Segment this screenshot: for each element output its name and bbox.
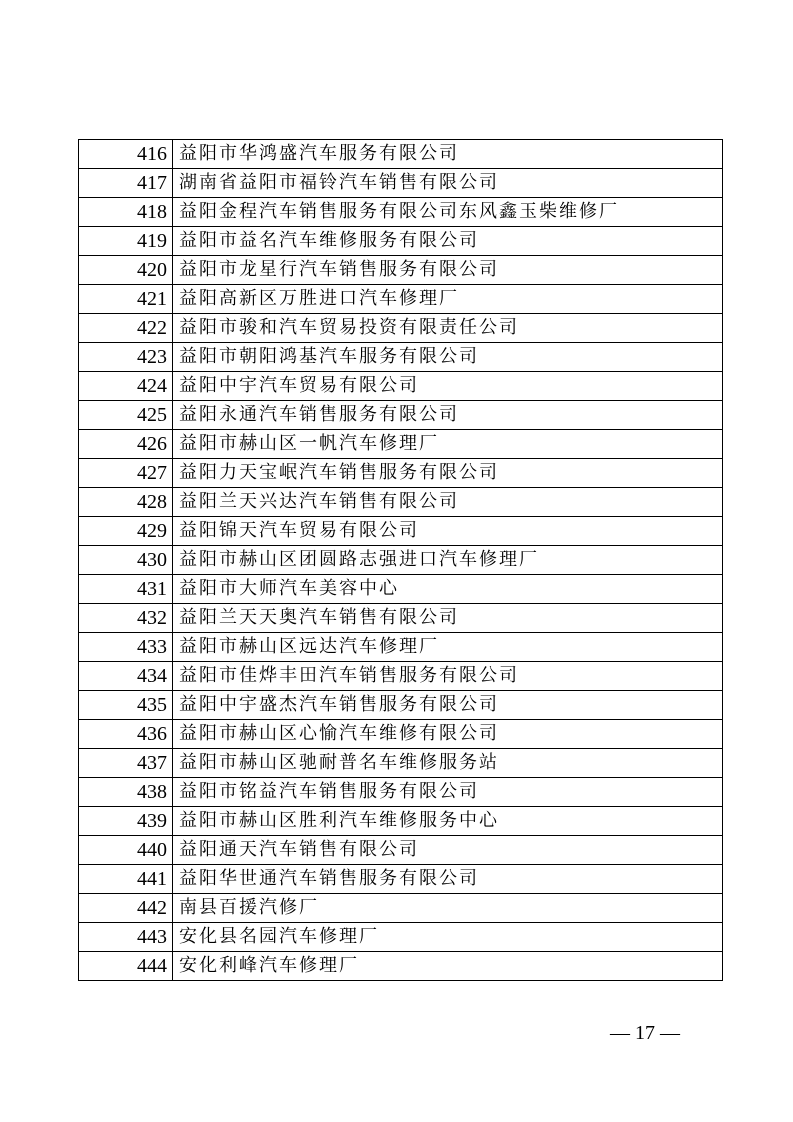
table-body	[79, 140, 723, 981]
row-number: 433	[79, 633, 173, 662]
table-row	[79, 285, 723, 314]
row-number: 428	[79, 488, 173, 517]
company-name: 益阳中宇汽车贸易有限公司	[173, 372, 723, 401]
page-number: — 17 —	[610, 1022, 680, 1044]
company-name: 益阳市赫山区胜利汽车维修服务中心	[173, 807, 723, 836]
table-row	[79, 894, 723, 923]
table-row	[79, 575, 723, 604]
row-number: 425	[79, 401, 173, 430]
row-number: 421	[79, 285, 173, 314]
company-name: 益阳市赫山区团圆路志强进口汽车修理厂	[173, 546, 723, 575]
company-name: 益阳兰天天奥汽车销售有限公司	[173, 604, 723, 633]
row-number: 416	[79, 140, 173, 169]
company-name: 益阳市铭益汽车销售服务有限公司	[173, 778, 723, 807]
row-number: 431	[79, 575, 173, 604]
row-number: 429	[79, 517, 173, 546]
company-name: 益阳中宇盛杰汽车销售服务有限公司	[173, 691, 723, 720]
table-row	[79, 923, 723, 952]
row-number: 430	[79, 546, 173, 575]
company-name: 益阳市龙星行汽车销售服务有限公司	[173, 256, 723, 285]
row-number: 420	[79, 256, 173, 285]
company-name: 益阳市益名汽车维修服务有限公司	[173, 227, 723, 256]
company-name: 益阳市赫山区驰耐普名车维修服务站	[173, 749, 723, 778]
row-number: 417	[79, 169, 173, 198]
table-row	[79, 343, 723, 372]
row-number: 437	[79, 749, 173, 778]
table-row	[79, 546, 723, 575]
company-name: 益阳通天汽车销售有限公司	[173, 836, 723, 865]
table-row	[79, 488, 723, 517]
company-name: 湖南省益阳市福铃汽车销售有限公司	[173, 169, 723, 198]
row-number: 426	[79, 430, 173, 459]
table-row	[79, 633, 723, 662]
company-name: 益阳市赫山区远达汽车修理厂	[173, 633, 723, 662]
table-row	[79, 807, 723, 836]
row-number: 427	[79, 459, 173, 488]
table-row	[79, 952, 723, 981]
company-name: 益阳市赫山区一帆汽车修理厂	[173, 430, 723, 459]
table-row	[79, 517, 723, 546]
row-number: 434	[79, 662, 173, 691]
table-row	[79, 778, 723, 807]
row-number: 435	[79, 691, 173, 720]
row-number: 440	[79, 836, 173, 865]
row-number: 442	[79, 894, 173, 923]
row-number: 432	[79, 604, 173, 633]
company-name: 益阳市骏和汽车贸易投资有限责任公司	[173, 314, 723, 343]
company-name: 益阳市华鸿盛汽车服务有限公司	[173, 140, 723, 169]
table-row	[79, 314, 723, 343]
row-number: 418	[79, 198, 173, 227]
company-name: 南县百援汽修厂	[173, 894, 723, 923]
table-row	[79, 691, 723, 720]
table-row	[79, 227, 723, 256]
company-name: 益阳华世通汽车销售服务有限公司	[173, 865, 723, 894]
table-row	[79, 169, 723, 198]
table-row	[79, 865, 723, 894]
company-name: 益阳永通汽车销售服务有限公司	[173, 401, 723, 430]
row-number: 444	[79, 952, 173, 981]
company-name: 益阳力天宝岷汽车销售服务有限公司	[173, 459, 723, 488]
table-row	[79, 256, 723, 285]
table-row	[79, 749, 723, 778]
company-name: 益阳锦天汽车贸易有限公司	[173, 517, 723, 546]
company-name: 益阳兰天兴达汽车销售有限公司	[173, 488, 723, 517]
table-row	[79, 430, 723, 459]
company-name: 益阳市朝阳鸿基汽车服务有限公司	[173, 343, 723, 372]
table-row	[79, 604, 723, 633]
table-row	[79, 720, 723, 749]
row-number: 438	[79, 778, 173, 807]
table-row	[79, 662, 723, 691]
company-name: 益阳金程汽车销售服务有限公司东风鑫玉柴维修厂	[173, 198, 723, 227]
company-name: 益阳市佳烨丰田汽车销售服务有限公司	[173, 662, 723, 691]
table-row	[79, 140, 723, 169]
table-row	[79, 372, 723, 401]
row-number: 424	[79, 372, 173, 401]
row-number: 419	[79, 227, 173, 256]
row-number: 422	[79, 314, 173, 343]
company-name: 益阳高新区万胜进口汽车修理厂	[173, 285, 723, 314]
row-number: 439	[79, 807, 173, 836]
table-row	[79, 198, 723, 227]
table-row	[79, 459, 723, 488]
table-row	[79, 836, 723, 865]
company-name: 益阳市赫山区心愉汽车维修有限公司	[173, 720, 723, 749]
company-name: 安化利峰汽车修理厂	[173, 952, 723, 981]
table-row	[79, 401, 723, 430]
company-name: 益阳市大师汽车美容中心	[173, 575, 723, 604]
row-number: 441	[79, 865, 173, 894]
row-number: 436	[79, 720, 173, 749]
row-number: 423	[79, 343, 173, 372]
row-number: 443	[79, 923, 173, 952]
company-list-table	[78, 139, 723, 981]
company-name: 安化县名园汽车修理厂	[173, 923, 723, 952]
